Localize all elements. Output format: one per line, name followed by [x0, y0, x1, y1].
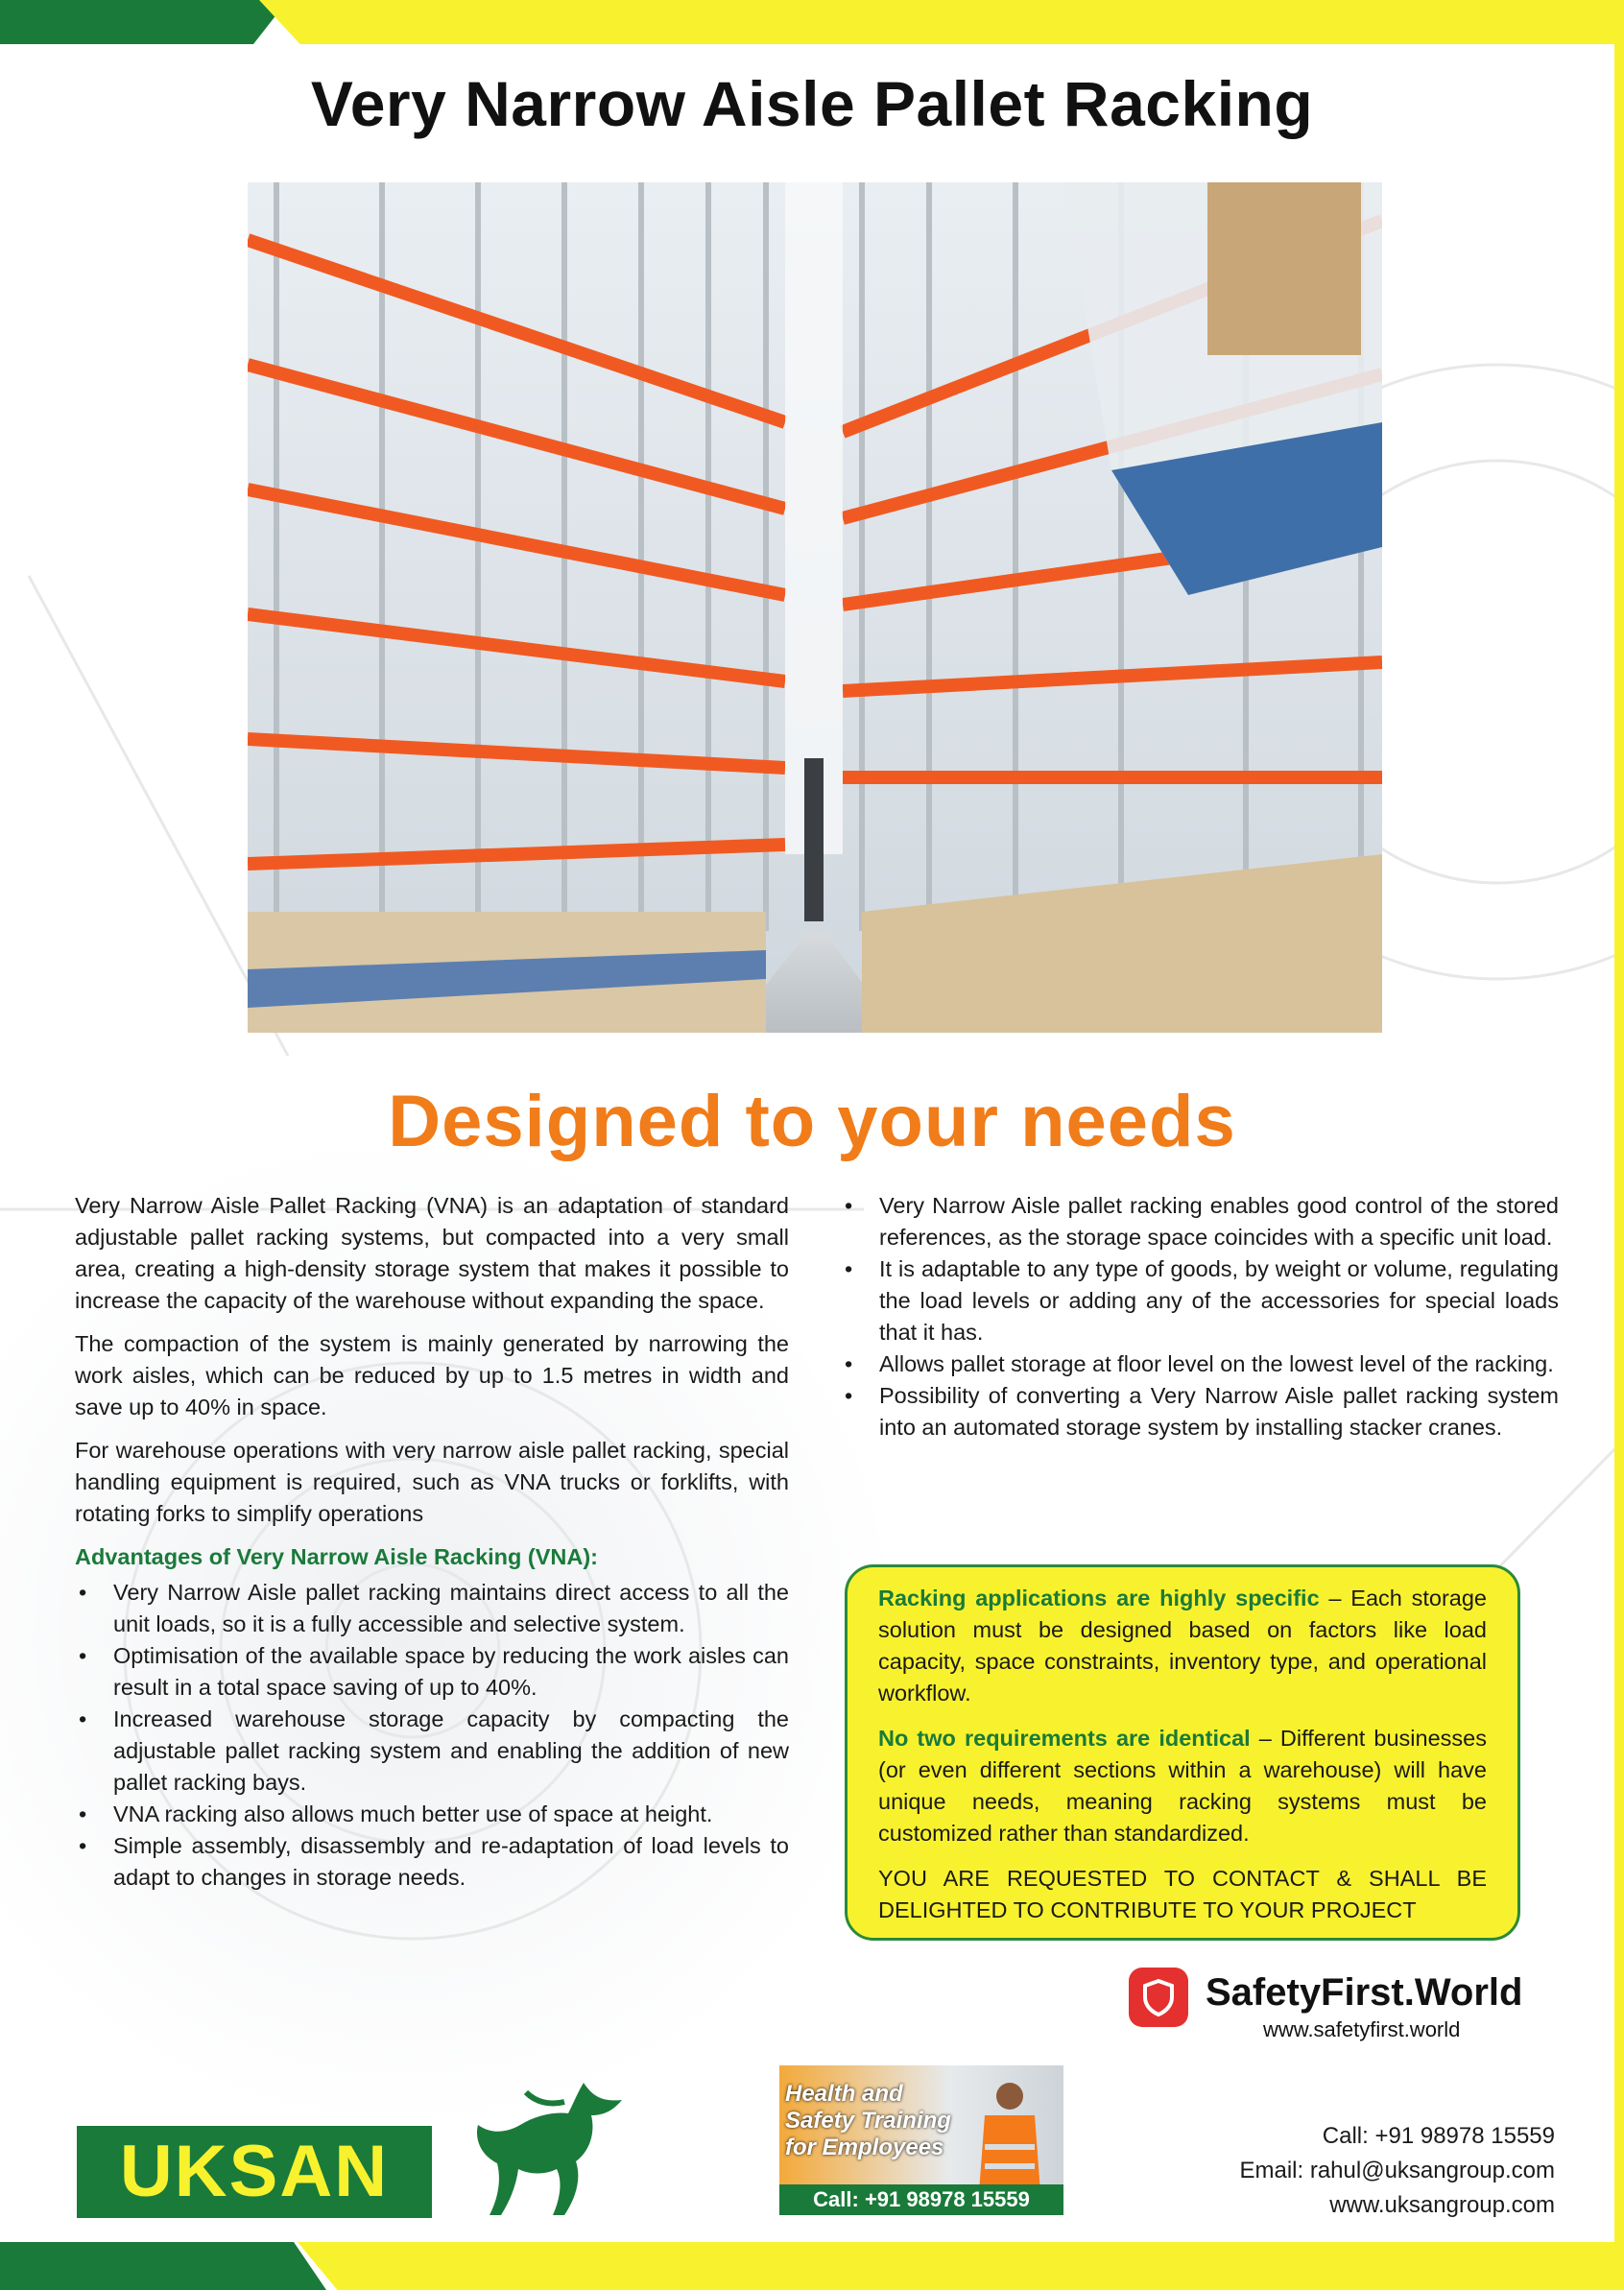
list-item: • Possibility of converting a Very Narrow Aisle pallet racking system into an automated storage system by installing stacker cranes. [841, 1380, 1559, 1443]
racking-illustration [248, 182, 1382, 1033]
training-phone: Call: +91 98978 15559 [779, 2184, 1063, 2215]
bottom-green-bar [0, 2242, 326, 2290]
list-item: • It is adaptable to any type of goods, by weight or volume, regulating the load levels or adding any of the accessories for special loads that it has. [841, 1253, 1559, 1348]
contact-phone[interactable]: Call: +91 98978 15559 [1322, 2123, 1555, 2149]
features-list [841, 1190, 1559, 1443]
intro-paragraph-2: The compaction of the system is mainly generated by narrowing the work aisles, which can be reduced by up to 1.5 metres in width and save up to 40% in space. [75, 1331, 789, 1419]
top-yellow-bar [259, 0, 1624, 44]
advantages-list [75, 1577, 789, 1894]
callout-cta: YOU ARE REQUESTED TO CONTACT & SHALL BE DELIGHTED TO CONTRIBUTE TO YOUR PROJECT [878, 1866, 1487, 1922]
callout-paragraph-2 [878, 1723, 1487, 1849]
uksan-logo[interactable] [77, 2126, 432, 2218]
worker-photo [971, 2077, 1048, 2192]
training-line-2: Safety Training [785, 2108, 951, 2134]
safetyfirst-logo[interactable] [1129, 1968, 1561, 2044]
callout-text-1: – Each storage solution must be designed based on factors like load capacity, space constraints, inventory type, and operational workflow. [878, 1586, 1487, 1706]
contact-website[interactable]: www.uksangroup.com [1329, 2192, 1555, 2218]
safetyfirst-name: SafetyFirst.World [1206, 1971, 1523, 2014]
intro-paragraph-3: For warehouse operations with very narrow aisle pallet racking, special handling equipment is required, such as VNA trucks or forklifts, with rotating forks to simplify operations [75, 1438, 789, 1526]
callout-paragraph-1 [878, 1583, 1487, 1709]
right-column [841, 1190, 1559, 1443]
list-item: • Optimisation of the available space by reducing the work aisles can result in a total space saving of up to 40%. [75, 1640, 789, 1704]
list-item: • Allows pallet storage at floor level on the lowest level of the racking. [841, 1348, 1559, 1380]
list-item: • Simple assembly, disassembly and re-adaptation of load levels to adapt to changes in storage needs. [75, 1830, 789, 1894]
shield-icon [1129, 1968, 1188, 2027]
callout-highlight-2: No two requirements are identical [878, 1726, 1251, 1751]
list-item: • Very Narrow Aisle pallet racking enables good control of the stored references, as the storage space coincides with a specific unit load. [841, 1190, 1559, 1253]
bull-icon [468, 2073, 651, 2217]
warehouse-racking-photo [248, 182, 1382, 1033]
list-item: • Increased warehouse storage capacity by compacting the adjustable pallet racking system and enabling the addition of new pallet racking bays. [75, 1704, 789, 1799]
section-heading: Designed to your needs [388, 1081, 1236, 1162]
bottom-yellow-bar [298, 2242, 1624, 2290]
callout-highlight-1: Racking applications are highly specific [878, 1586, 1320, 1610]
training-line-3: for Employees [785, 2135, 944, 2160]
contact-block [1239, 2119, 1555, 2223]
callout-box [845, 1564, 1520, 1941]
callout-text-2: – Different businesses (or even different sections within a warehouse) will have unique needs, meaning racking systems must be customized rather than standardized. [878, 1726, 1487, 1846]
list-item: • Very Narrow Aisle pallet racking maintains direct access to all the unit loads, so it is a fully accessible and selective system. [75, 1577, 789, 1640]
intro-paragraph-1: Very Narrow Aisle Pallet Racking (VNA) is an adaptation of standard adjustable pallet racking systems, but compacted into a very small area, creating a high-density storage system that makes it possible to increase the capacity of the warehouse without expanding the space. [75, 1193, 789, 1313]
top-green-bar [0, 0, 288, 44]
page-title: Very Narrow Aisle Pallet Racking [310, 68, 1314, 139]
training-ad[interactable] [779, 2065, 1063, 2215]
uksan-logo-text: UKSAN [119, 2131, 390, 2212]
advantages-heading: Advantages of Very Narrow Aisle Racking (VNA): [75, 1544, 598, 1569]
training-line-1: Health and [785, 2081, 903, 2107]
list-item: • VNA racking also allows much better use of space at height. [75, 1799, 789, 1830]
contact-email[interactable]: Email: rahul@uksangroup.com [1239, 2158, 1555, 2183]
safetyfirst-url[interactable]: www.safetyfirst.world [1263, 2017, 1461, 2041]
left-column [75, 1190, 789, 1894]
